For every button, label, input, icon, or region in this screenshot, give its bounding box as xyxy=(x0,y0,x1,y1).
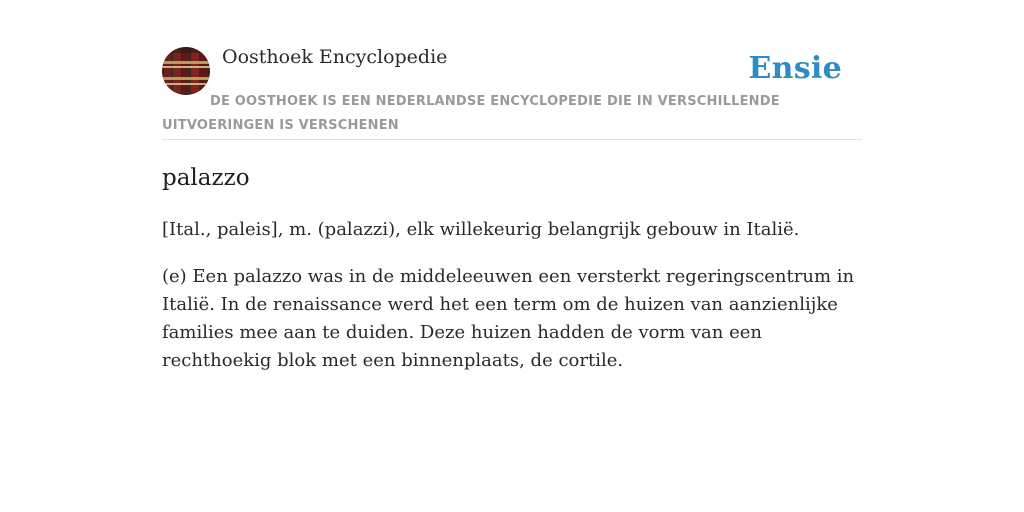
book-spines-icon xyxy=(162,47,210,95)
brand-logo[interactable]: Ensie xyxy=(748,51,842,86)
article-paragraph: (e) Een palazzo was in de middeleeuwen een versterkt regeringscentrum in Italië. In de renaissance werd het een term om de huizen van aanzienlijke families mee aan te duiden. Deze huizen hadden de vorm van een rechthoekig blok met een binnenplaats, de cortile. xyxy=(162,266,855,371)
article-paragraph: [Ital., paleis], m. (palazzi), elk willekeurig belangrijk gebouw in Italië. xyxy=(162,219,800,240)
site-name[interactable]: Oosthoek Encyclopedie xyxy=(222,46,448,68)
encyclopedia-avatar[interactable] xyxy=(162,47,210,95)
site-tagline: DE OOSTHOEK IS EEN NEDERLANDSE ENCYCLOPEDIE DIE IN VERSCHILLENDE UITVOERINGEN IS VERSCHENEN xyxy=(162,94,780,133)
site-header xyxy=(162,46,862,140)
article xyxy=(162,160,872,375)
article-title: palazzo xyxy=(162,165,250,191)
